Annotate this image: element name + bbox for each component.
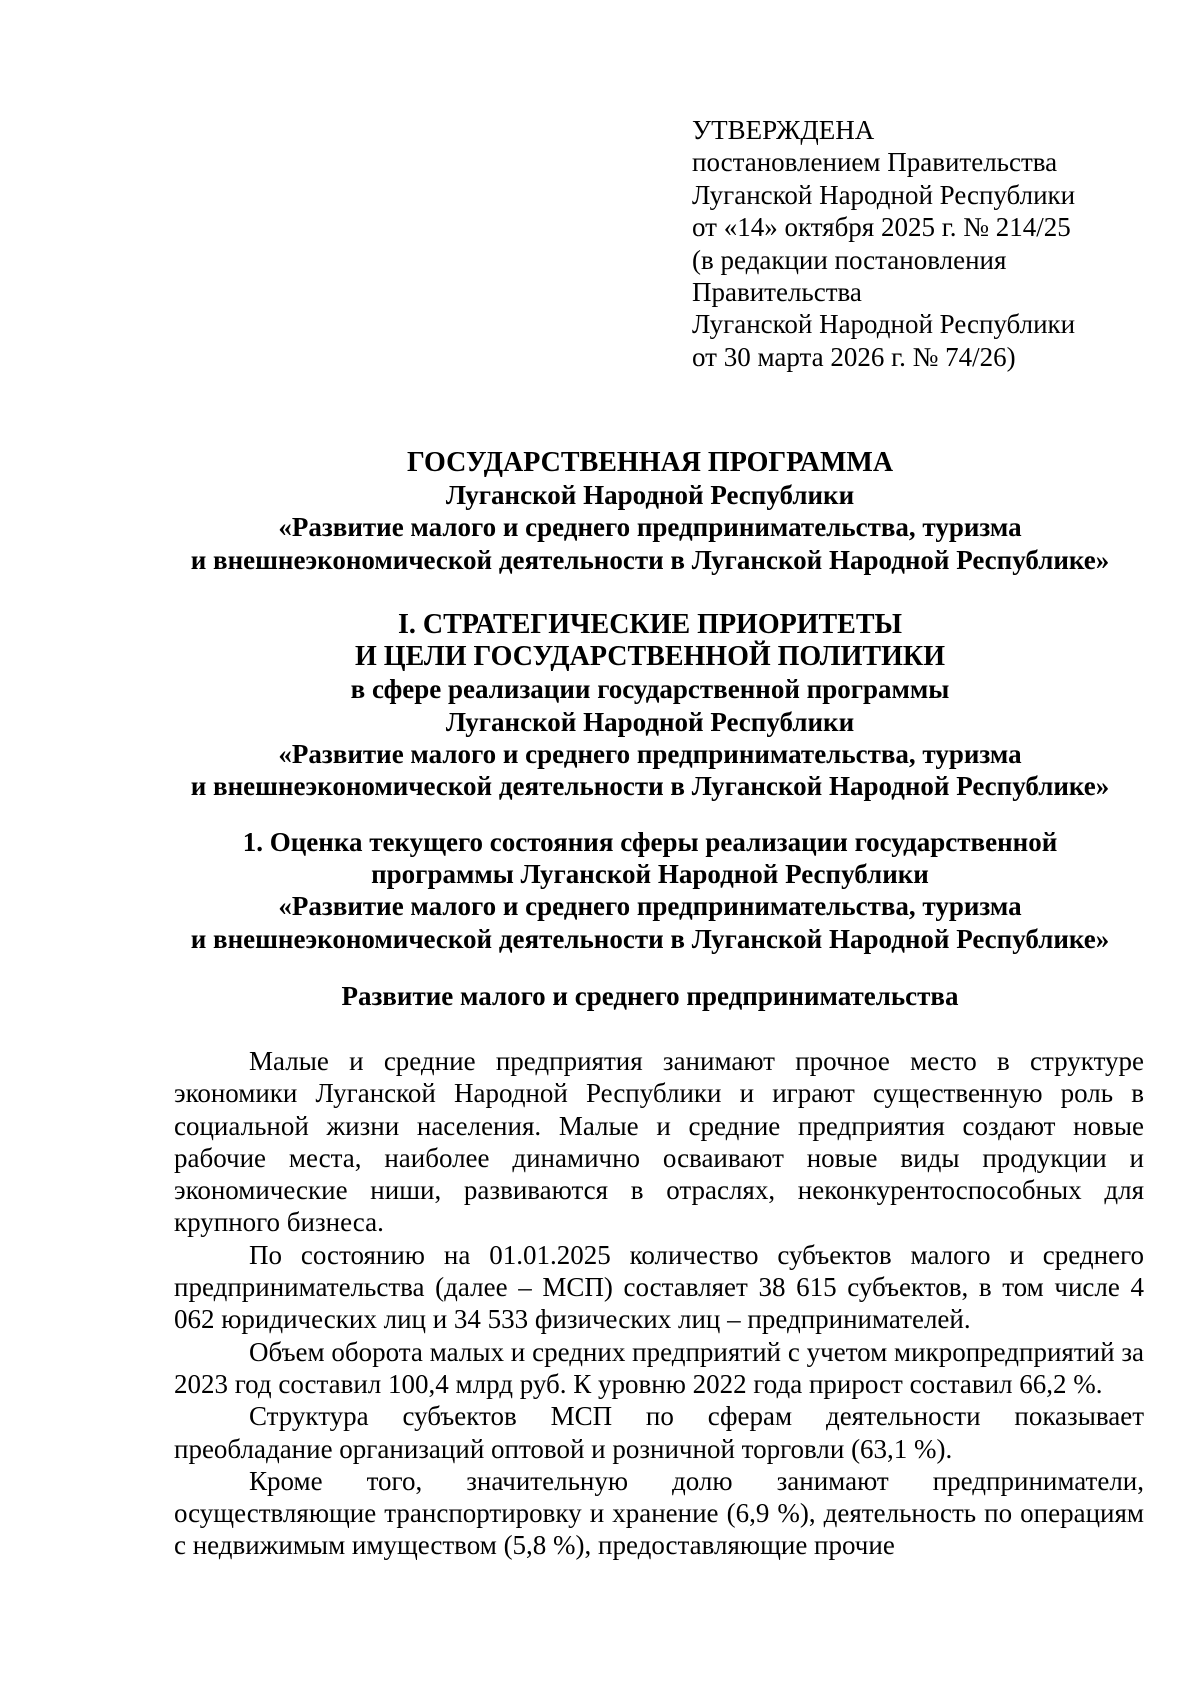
- approval-line: постановлением Правительства: [692, 147, 1058, 178]
- subsection-heading-line: «Развитие малого и среднего предпринимательства, туризма: [278, 891, 1022, 922]
- topic-heading-text: Развитие малого и среднего предпринимательства: [341, 981, 959, 1011]
- paragraph: Малые и средние предприятия занимают прочное место в структуре экономики Луганской Народной Республики и играют существенную роль в социальной жизни населения. Малые и средние предприятия создают новые рабочие места, наиболее динамично осваивают новые виды продукции и экономические ниши, развиваются в отраслях, неконкурентоспособных для крупного бизнеса.: [174, 1046, 1144, 1238]
- program-title-line: «Развитие малого и среднего предпринимательства, туризма: [278, 512, 1022, 543]
- section-heading-line: I. СТРАТЕГИЧЕСКИЕ ПРИОРИТЕТЫ: [397, 609, 903, 640]
- approval-line: Правительства: [692, 277, 862, 308]
- paragraph: По состоянию на 01.01.2025 количество субъектов малого и среднего предпринимательства (далее – МСП) составляет 38 615 субъектов, в том числе 4 062 юридических лиц и 34 533 физических лиц – предпринимателей.: [174, 1239, 1144, 1335]
- paragraph: Кроме того, значительную долю занимают предприниматели, осуществляющие транспортировку и хранение (6,9 %), деятельность по операциям с недвижимым имуществом (5,8 %), предоставляющие прочие: [174, 1465, 1144, 1561]
- approval-line: Луганской Народной Республики: [692, 309, 1076, 340]
- section-heading-line: «Развитие малого и среднего предпринимательства, туризма: [278, 738, 1022, 769]
- paragraph: Структура субъектов МСП по сферам деятельности показывает преобладание организаций оптовой и розничной торговли (63,1 %).: [174, 1401, 1144, 1464]
- paragraph: Объем оборота малых и средних предприятий с учетом микропредприятий за 2023 год составил 100,4 млрд руб. К уровню 2022 года прирост составил 66,2 %.: [174, 1336, 1144, 1399]
- approval-line: от «14» октября 2025 г. № 214/25: [692, 212, 1071, 243]
- section-heading-line: и внешнеэкономической деятельности в Луганской Народной Республике»: [190, 771, 1110, 802]
- topic-heading: [150, 980, 1150, 1012]
- approval-line: Луганской Народной Республики: [692, 179, 1076, 210]
- section-heading-line: Луганской Народной Республики: [445, 706, 855, 737]
- section-heading: [150, 609, 1150, 802]
- program-title-line: и внешнеэкономической деятельности в Луганской Народной Республике»: [190, 544, 1110, 575]
- section-heading-line: в сфере реализации государственной программы: [350, 674, 950, 705]
- subsection-heading-line: и внешнеэкономической деятельности в Луганской Народной Республике»: [190, 923, 1110, 954]
- subsection-heading-line: программы Луганской Народной Республики: [371, 859, 929, 890]
- approval-stamp: [692, 114, 1172, 373]
- program-title-line: ГОСУДАРСТВЕННАЯ ПРОГРАММА: [406, 447, 894, 478]
- approval-line: от 30 марта 2026 г. № 74/26): [692, 341, 1016, 372]
- program-title: [150, 447, 1150, 576]
- approval-line: (в редакции постановления: [692, 244, 1007, 275]
- body-text: [174, 1045, 1144, 1562]
- subsection-heading-line: 1. Оценка текущего состояния сферы реализации государственной: [242, 827, 1058, 857]
- approval-line: УТВЕРЖДЕНА: [692, 115, 875, 145]
- section-heading-line: И ЦЕЛИ ГОСУДАРСТВЕННОЙ ПОЛИТИКИ: [355, 641, 945, 673]
- program-title-line: Луганской Народной Республики: [445, 480, 855, 511]
- subsection-heading: [150, 826, 1150, 955]
